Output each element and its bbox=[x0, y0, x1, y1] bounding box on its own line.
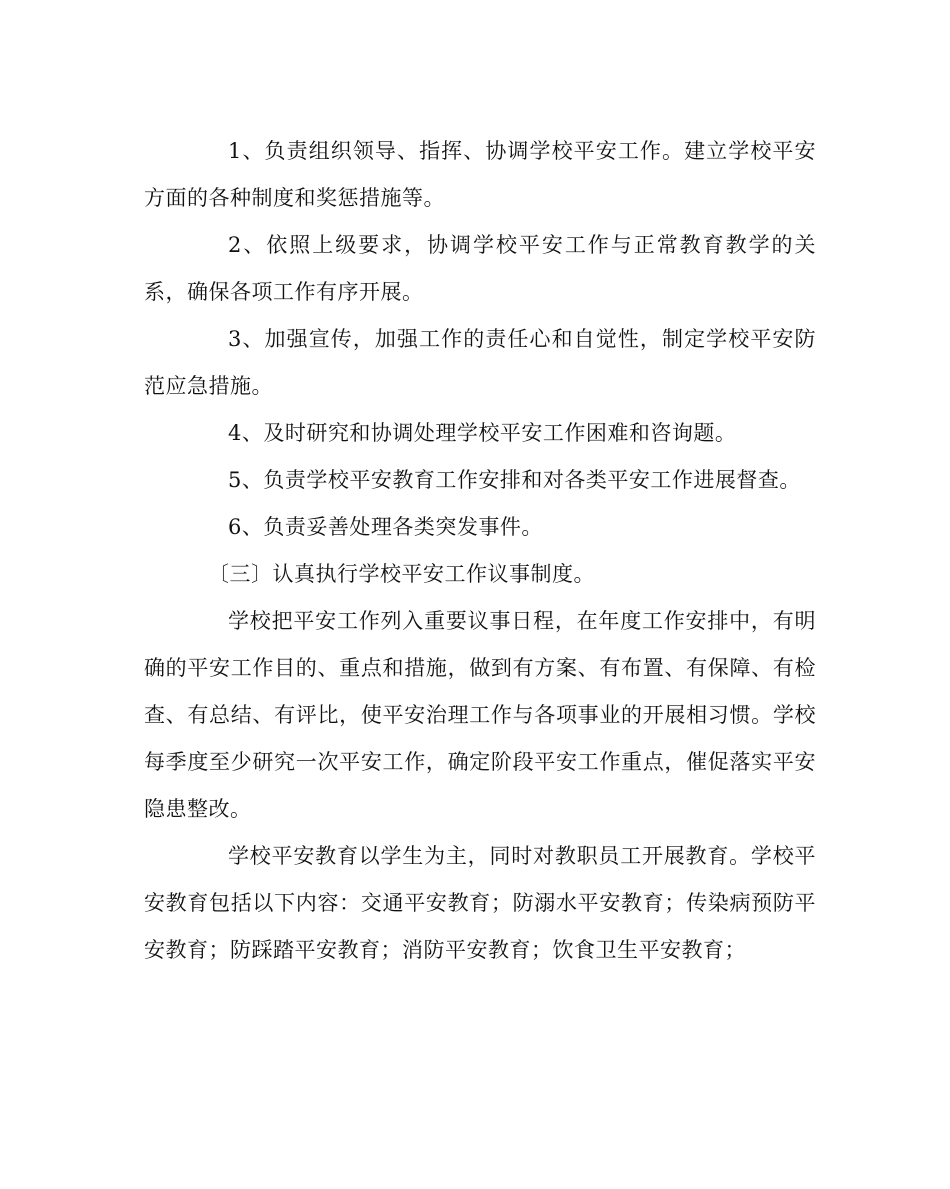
section-heading-3: 〔三〕认真执行学校平安工作议事制度。 bbox=[208, 562, 595, 586]
paragraph-duty-4: 4、及时研究和协调处理学校平安工作困难和咨询题。 bbox=[228, 421, 737, 445]
paragraph-education: 学校平安教育以学生为主，同时对教职员工开展教育。学校平安教育包括以下内容：交通平安教育；防溺水平安教育；传染病预防平安教育；防踩踏平安教育；消防平安教育；饮食卫生平安教育； bbox=[144, 844, 816, 962]
paragraph-duty-3: 3、加强宣传，加强工作的责任心和自觉性，制定学校平安防范应急措施。 bbox=[144, 327, 816, 398]
paragraph-duty-6: 6、负责妥善处理各类突发事件。 bbox=[228, 515, 543, 539]
paragraph-agenda: 学校把平安工作列入重要议事日程，在年度工作安排中，有明确的平安工作目的、重点和措施，做到有方案、有布置、有保障、有检查、有总结、有评比，使平安治理工作与各项事业的开展相习惯。学校每季度至少研究一次平安工作，确定阶段平安工作重点，催促落实平安隐患整改。 bbox=[144, 609, 816, 821]
paragraph-duty-2: 2、依照上级要求，协调学校平安工作与正常教育教学的关系，确保各项工作有序开展。 bbox=[144, 233, 816, 304]
paragraph-duty-1: 1、负责组织领导、指挥、协调学校平安工作。建立学校平安方面的各种制度和奖惩措施等。 bbox=[144, 139, 816, 210]
document-body bbox=[144, 128, 816, 974]
paragraph-duty-5: 5、负责学校平安教育工作安排和对各类平安工作进展督查。 bbox=[228, 468, 801, 492]
